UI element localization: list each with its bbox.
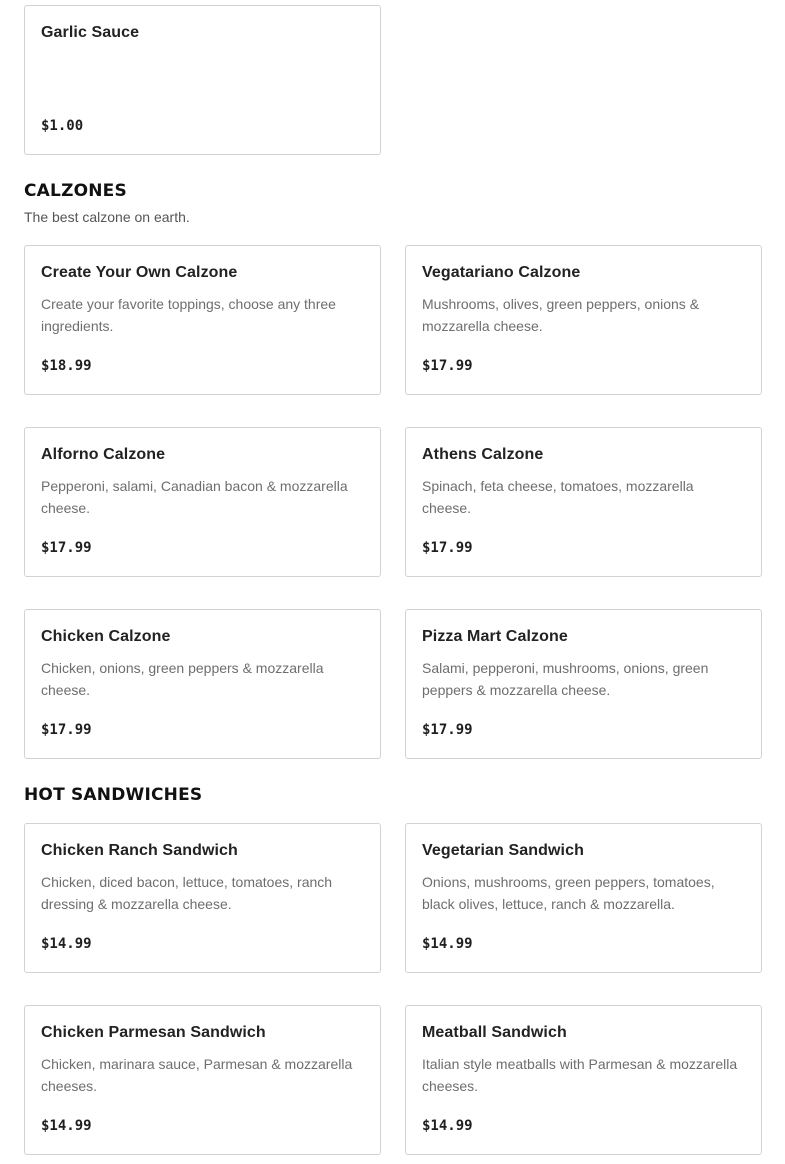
menu-item-card[interactable] <box>24 1005 381 1155</box>
menu-item-name: Athens Calzone <box>422 446 544 463</box>
menu-item-card[interactable] <box>24 245 381 395</box>
menu-item-card[interactable] <box>24 823 381 973</box>
menu-item-price: $14.99 <box>41 936 92 952</box>
menu-item-price: $17.99 <box>422 358 473 374</box>
menu-item-name: Garlic Sauce <box>41 24 140 41</box>
menu-item-card[interactable] <box>405 823 762 973</box>
menu-item-price: $17.99 <box>41 722 92 738</box>
menu-item-name: Vegetarian Sandwich <box>422 842 584 859</box>
menu-item-description: Create your favorite toppings, choose any three ingredients. <box>41 296 336 334</box>
menu-item-price: $14.99 <box>422 1118 473 1134</box>
menu-item-description: Italian style meatballs with Parmesan & mozzarella cheeses. <box>422 1056 738 1094</box>
section-subtitle-calzones: The best calzone on earth. <box>24 209 190 225</box>
menu-item-price: $14.99 <box>41 1118 92 1134</box>
menu-item-card[interactable] <box>24 609 381 759</box>
menu-item-description: Pepperoni, salami, Canadian bacon & mozzarella cheese. <box>41 478 348 516</box>
menu-item-card[interactable] <box>405 609 762 759</box>
menu-item-card[interactable] <box>405 1005 762 1155</box>
menu-item-card[interactable] <box>24 5 381 155</box>
menu-item-name: Chicken Calzone <box>41 628 171 645</box>
menu-item-price: $17.99 <box>422 540 473 556</box>
menu-item-card[interactable] <box>405 245 762 395</box>
menu-item-description: Chicken, marinara sauce, Parmesan & mozzarella cheeses. <box>41 1056 353 1094</box>
menu-item-card[interactable] <box>24 427 381 577</box>
menu-item-description: Salami, pepperoni, mushrooms, onions, green peppers & mozzarella cheese. <box>422 660 709 698</box>
menu-item-price: $17.99 <box>422 722 473 738</box>
menu-item-name: Vegatariano Calzone <box>422 264 581 281</box>
menu-item-name: Alforno Calzone <box>41 446 166 463</box>
menu-item-price: $17.99 <box>41 540 92 556</box>
menu-item-name: Pizza Mart Calzone <box>422 628 568 645</box>
menu-item-price: $1.00 <box>41 118 84 134</box>
menu-item-card[interactable] <box>405 427 762 577</box>
menu-item-name: Meatball Sandwich <box>422 1024 567 1041</box>
menu-item-name: Chicken Ranch Sandwich <box>41 842 238 859</box>
menu-item-price: $14.99 <box>422 936 473 952</box>
menu-item-description: Chicken, onions, green peppers & mozzarella cheese. <box>41 660 324 698</box>
menu-item-price: $18.99 <box>41 358 92 374</box>
menu-item-name: Chicken Parmesan Sandwich <box>41 1024 266 1041</box>
section-title-calzones: CALZONES <box>24 181 127 201</box>
menu-item-description: Onions, mushrooms, green peppers, tomatoes, black olives, lettuce, ranch & mozzarella. <box>422 874 715 912</box>
menu-item-description: Mushrooms, olives, green peppers, onions & mozzarella cheese. <box>422 296 700 334</box>
menu-item-description: Spinach, feta cheese, tomatoes, mozzarella cheese. <box>422 478 694 516</box>
menu-item-description: Chicken, diced bacon, lettuce, tomatoes, ranch dressing & mozzarella cheese. <box>41 874 333 912</box>
section-title-hot-sandwiches: HOT SANDWICHES <box>24 785 203 805</box>
menu-item-name: Create Your Own Calzone <box>41 264 238 281</box>
